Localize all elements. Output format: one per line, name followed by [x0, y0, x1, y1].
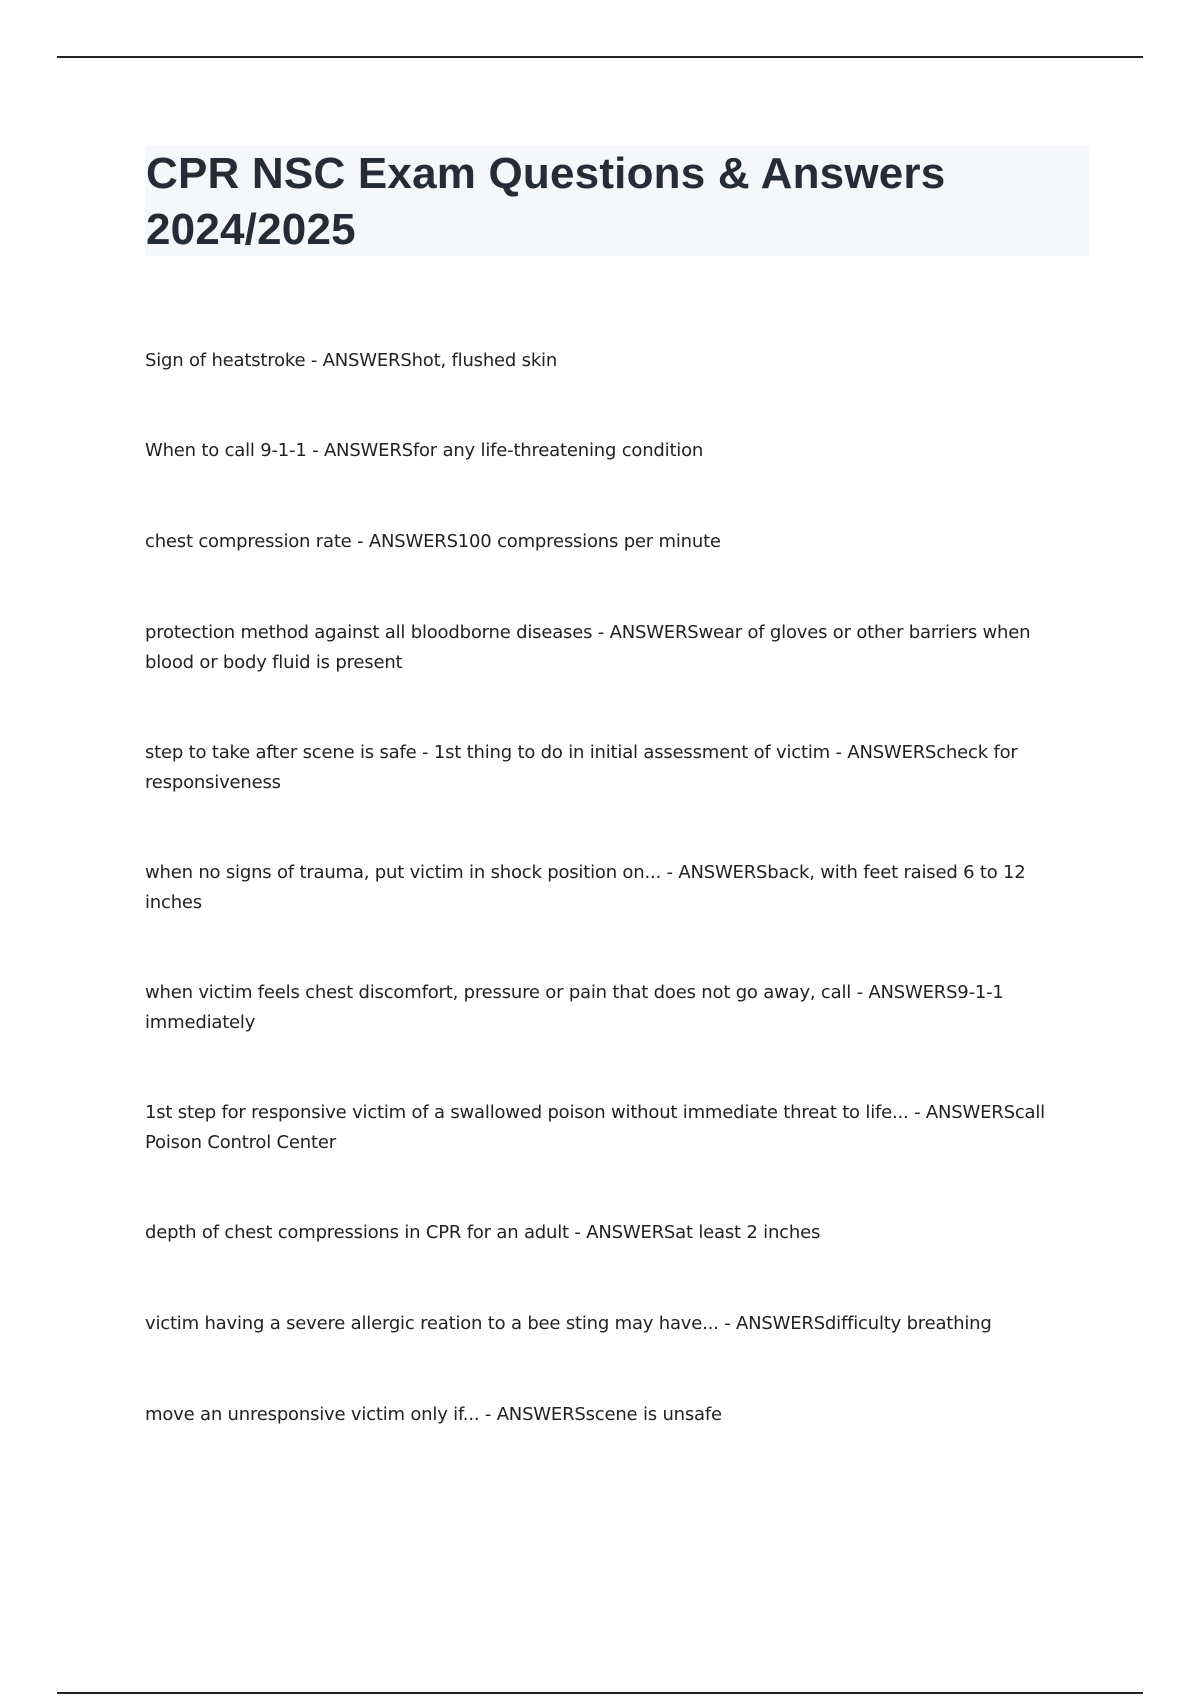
qa-item: when victim feels chest discomfort, pressure or pain that does not go away, call - ANSWERS9-1-1 immediately [145, 982, 1004, 1033]
qa-item: move an unresponsive victim only if... - ANSWERSscene is unsafe [145, 1404, 722, 1425]
qa-item: chest compression rate - ANSWERS100 compressions per minute [145, 531, 721, 552]
qa-item: step to take after scene is safe - 1st thing to do in initial assessment of victim - ANSWERScheck for responsiveness [145, 742, 1018, 793]
qa-item: When to call 9-1-1 - ANSWERSfor any life-threatening condition [145, 440, 704, 461]
top-rule [57, 56, 1143, 58]
qa-item: victim having a severe allergic reation to a bee sting may have... - ANSWERSdifficulty breathing [145, 1313, 992, 1334]
qa-item: protection method against all bloodborne diseases - ANSWERSwear of gloves or other barriers when blood or body fluid is present [145, 622, 1031, 673]
qa-item: depth of chest compressions in CPR for an adult - ANSWERSat least 2 inches [145, 1222, 821, 1243]
bottom-rule [57, 1692, 1143, 1694]
qa-item: when no signs of trauma, put victim in shock position on... - ANSWERSback, with feet raised 6 to 12 inches [145, 862, 1026, 913]
qa-item: Sign of heatstroke - ANSWERShot, flushed skin [145, 350, 558, 371]
qa-item: 1st step for responsive victim of a swallowed poison without immediate threat to life... - ANSWERScall Poison Control Center [145, 1102, 1045, 1153]
title-block [145, 146, 1089, 256]
page-title: CPR NSC Exam Questions & Answers 2024/2025 [146, 149, 946, 254]
